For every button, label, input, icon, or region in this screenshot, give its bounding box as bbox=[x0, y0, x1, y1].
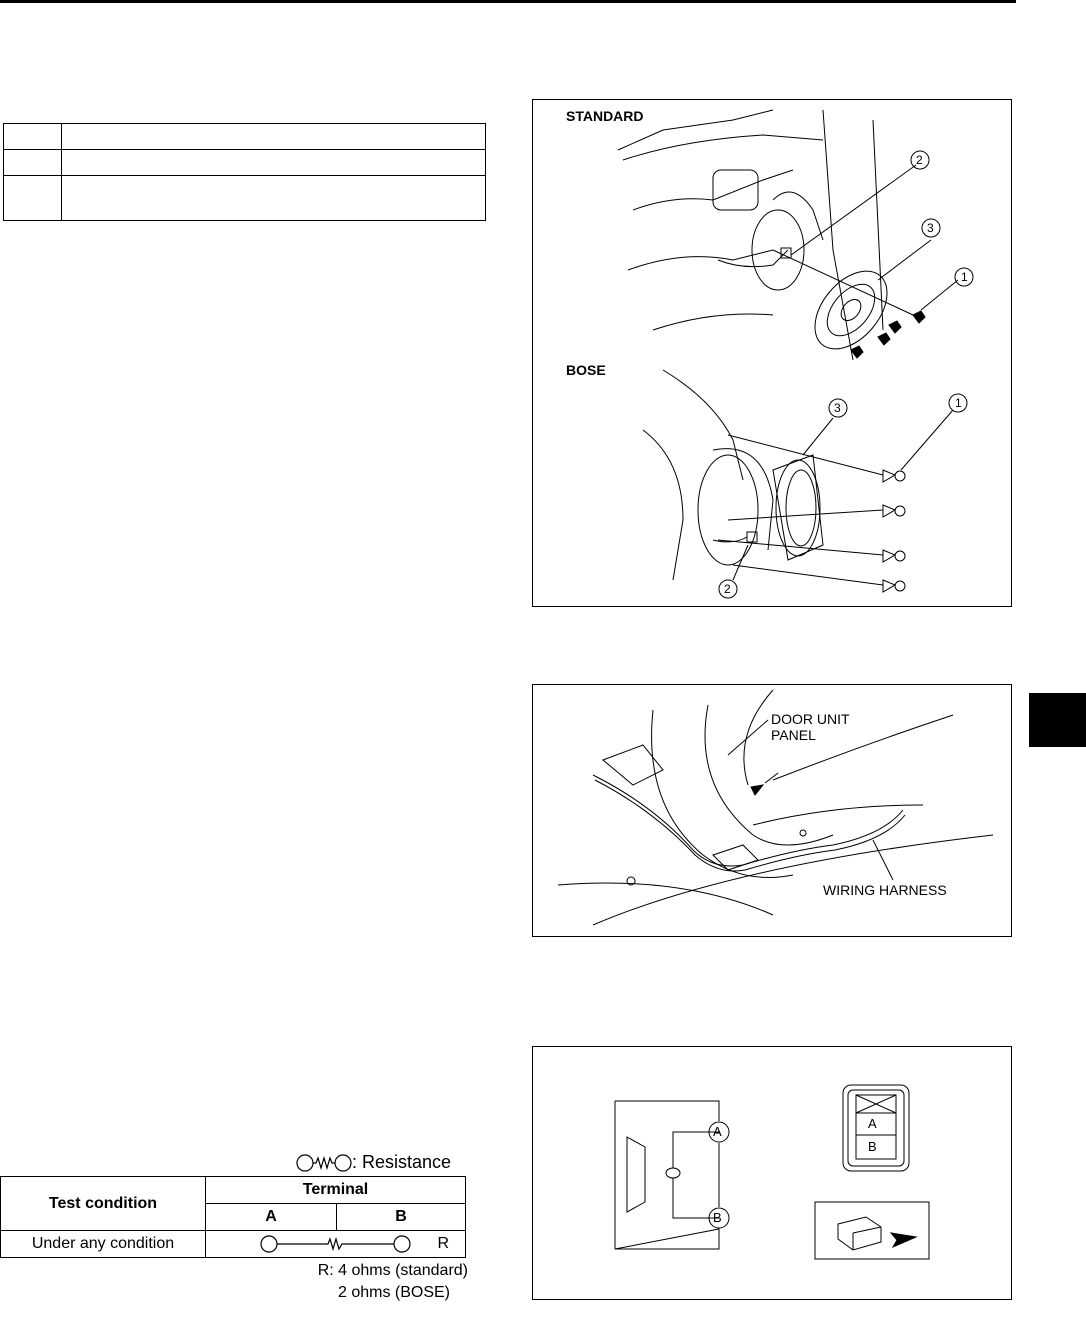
row-condition: Under any condition bbox=[1, 1231, 206, 1258]
bose-label: BOSE bbox=[566, 362, 606, 378]
resistance-note-bose: 2 ohms (BOSE) bbox=[337, 1284, 450, 1301]
resistance-symbol-icon bbox=[296, 1153, 352, 1173]
row-resistance-value: R bbox=[437, 1235, 449, 1252]
terminal-a-label: A bbox=[713, 1124, 722, 1139]
header-terminal: Terminal bbox=[206, 1177, 466, 1204]
resistance-note-standard: R: 4 ohms (standard) bbox=[317, 1262, 468, 1279]
connector-illustration bbox=[533, 1047, 1011, 1299]
row-continuity-cell bbox=[206, 1231, 466, 1258]
terminal-inspection-table bbox=[0, 1176, 466, 1258]
resistance-connection-icon bbox=[260, 1234, 430, 1254]
header-test-condition: Test condition bbox=[1, 1177, 206, 1231]
connector-face-b: B bbox=[868, 1139, 877, 1154]
callout-3-bose: 3 bbox=[834, 401, 841, 415]
standard-label: STANDARD bbox=[566, 108, 644, 124]
connector-face-a: A bbox=[868, 1116, 877, 1131]
section-tab bbox=[1029, 693, 1086, 747]
callout-2-bose: 2 bbox=[724, 582, 731, 596]
page-top-rule bbox=[0, 0, 1016, 3]
speaker-illustration bbox=[533, 100, 1011, 606]
terminal-figure bbox=[532, 1046, 1012, 1300]
wiring-harness-figure bbox=[532, 684, 1012, 937]
callout-2-standard: 2 bbox=[916, 153, 923, 167]
door-unit-panel-label: DOOR UNIT PANEL bbox=[771, 711, 850, 743]
procedure-index-table bbox=[3, 123, 486, 221]
callout-1-bose: 1 bbox=[955, 396, 962, 410]
terminal-b-label: B bbox=[713, 1210, 722, 1225]
wiring-harness-label: WIRING HARNESS bbox=[823, 882, 947, 898]
callout-1-standard: 1 bbox=[961, 270, 968, 284]
speaker-removal-figure bbox=[532, 99, 1012, 607]
callout-3-standard: 3 bbox=[927, 221, 934, 235]
header-terminal-a: A bbox=[206, 1204, 337, 1231]
legend-text: : Resistance bbox=[352, 1152, 452, 1172]
header-terminal-b: B bbox=[337, 1204, 466, 1231]
resistance-legend bbox=[296, 1152, 451, 1173]
